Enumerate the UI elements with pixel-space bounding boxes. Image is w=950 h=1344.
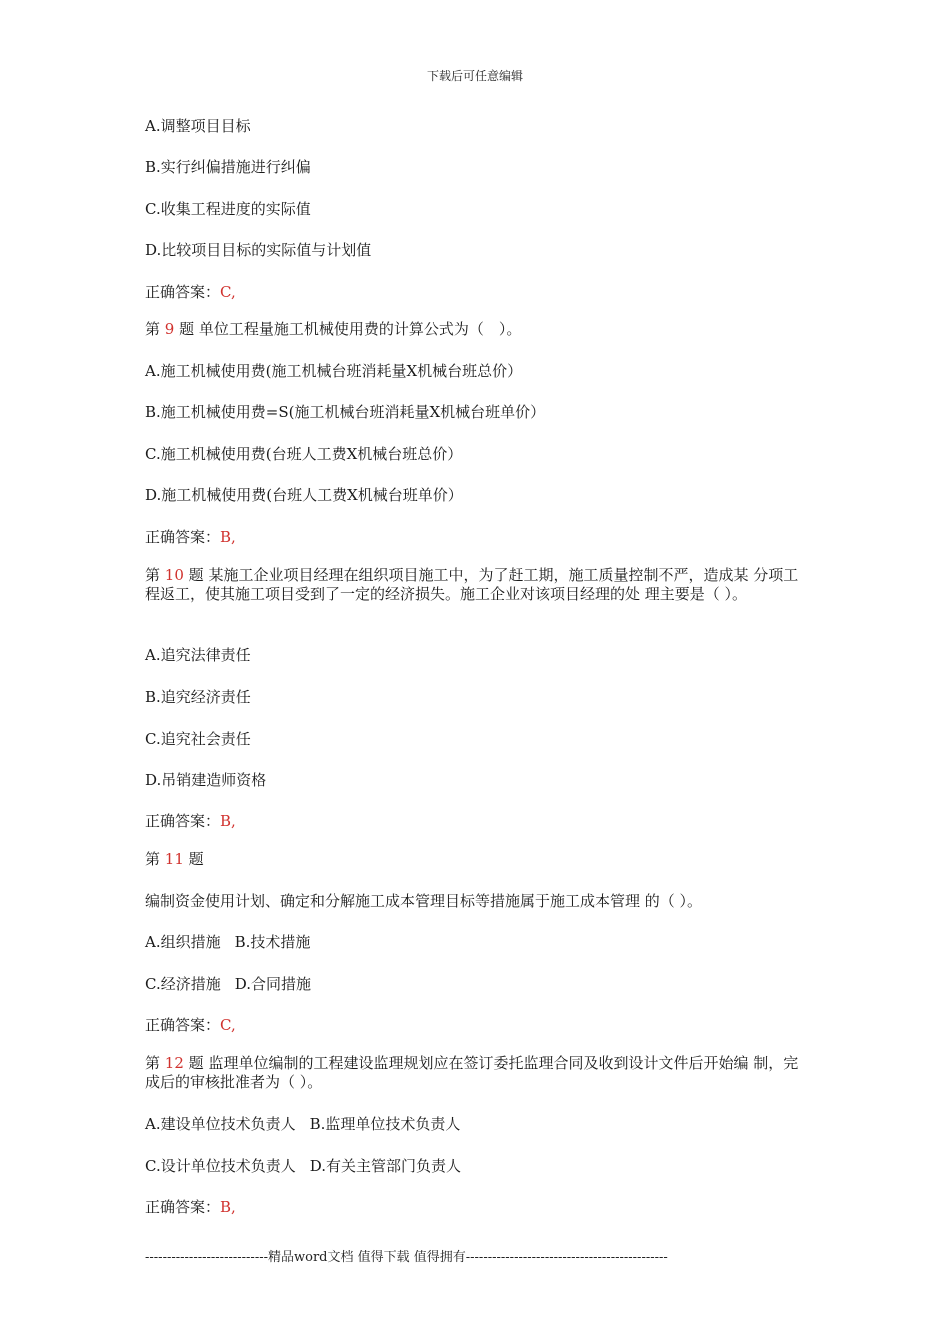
q9-question: [145, 320, 815, 339]
q8-answer: [145, 283, 815, 302]
q11-option-b: B.技术措施: [234, 933, 311, 951]
q10-option-b: B.追究经济责任: [145, 688, 251, 706]
q12-option-c: C.设计单位技术负责人: [145, 1157, 296, 1175]
q12-option-b: B.监理单位技术负责人: [309, 1115, 461, 1133]
answer-value: C,: [220, 1016, 236, 1034]
q10-option-c: C.追究社会责任: [145, 730, 251, 748]
question-prefix: 第: [145, 1054, 161, 1072]
question-suffix: 题: [188, 850, 204, 868]
q11-option-d: D.合同措施: [234, 975, 311, 993]
question-number: 9: [164, 320, 175, 338]
page-header: 下载后可任意编辑: [426, 69, 523, 83]
question-number: 12: [164, 1054, 184, 1072]
question-prefix: 第: [145, 320, 161, 338]
q12-answer: [145, 1198, 815, 1217]
q11-options-row-2: [145, 975, 815, 994]
q12-option-a: A.建设单位技术负责人: [145, 1115, 296, 1133]
q10-option-d: D.吊销建造师资格: [145, 771, 267, 789]
q12-question: [145, 1054, 810, 1092]
q11-question-text: 编制资金使用计划、确定和分解施工成本管理目标等措施属于施工成本管理 的（ ）。: [145, 892, 703, 910]
q12-options-row-1: [145, 1115, 815, 1134]
answer-value: B,: [220, 528, 236, 546]
q11-options-row-1: [145, 933, 815, 952]
page-footer: ----------------------------精品word文档 值得下载 值得拥有----------------------------------------------: [145, 1250, 668, 1265]
question-number: 10: [164, 566, 184, 584]
q9-option-a: A.施工机械使用费(施工机械台班消耗量X机械台班总价）: [145, 362, 523, 380]
answer-value: B,: [220, 1198, 236, 1216]
q10-question: [145, 566, 810, 604]
answer-value: B,: [220, 812, 236, 830]
answer-label: 正确答案：: [145, 528, 221, 546]
q11-answer: [145, 1016, 815, 1035]
q8-option-b: B.实行纠偏措施进行纠偏: [145, 158, 311, 176]
question-prefix: 第: [145, 566, 161, 584]
question-suffix: 题: [188, 1054, 204, 1072]
q8-option-d: D.比较项目目标的实际值与计划值: [145, 241, 372, 259]
question-text: 某施工企业项目经理在组织项目施工中，为了赶工期，施工质量控制不严，造成某 分项工程返工，使其施工项目受到了一定的经济损失。施工企业对该项目经理的处 理主要是（ ）。: [145, 566, 799, 603]
q10-option-a: A.追究法律责任: [145, 646, 251, 664]
answer-value: C,: [220, 283, 236, 301]
q12-option-d: D.有关主管部门负责人: [309, 1157, 461, 1175]
answer-label: 正确答案：: [145, 1198, 221, 1216]
q11-option-c: C.经济措施: [145, 975, 221, 993]
q8-option-c: C.收集工程进度的实际值: [145, 200, 311, 218]
question-suffix: 题: [188, 566, 204, 584]
q9-option-c: C.施工机械使用费(台班人工费X机械台班总价）: [145, 445, 463, 463]
q12-options-row-2: [145, 1157, 815, 1176]
q8-option-a: A.调整项目目标: [145, 117, 251, 135]
q11-option-a: A.组织措施: [145, 933, 221, 951]
question-text: 监理单位编制的工程建设监理规划应在签订委托监理合同及收到设计文件后开始编 制，完成后的审核批准者为（ ）。: [145, 1054, 799, 1091]
answer-label: 正确答案：: [145, 1016, 221, 1034]
answer-label: 正确答案：: [145, 283, 221, 301]
q9-option-b: B.施工机械使用费=S(施工机械台班消耗量X机械台班单价）: [145, 403, 546, 421]
q9-option-d: D.施工机械使用费(台班人工费X机械台班单价）: [145, 486, 463, 504]
question-prefix: 第: [145, 850, 161, 868]
question-text: 单位工程量施工机械使用费的计算公式为（ ）。: [198, 320, 522, 338]
question-suffix: 题: [179, 320, 195, 338]
q11-heading: [145, 850, 815, 869]
answer-label: 正确答案：: [145, 812, 221, 830]
question-number: 11: [164, 850, 184, 868]
q9-answer: [145, 528, 815, 547]
q10-answer: [145, 812, 815, 831]
